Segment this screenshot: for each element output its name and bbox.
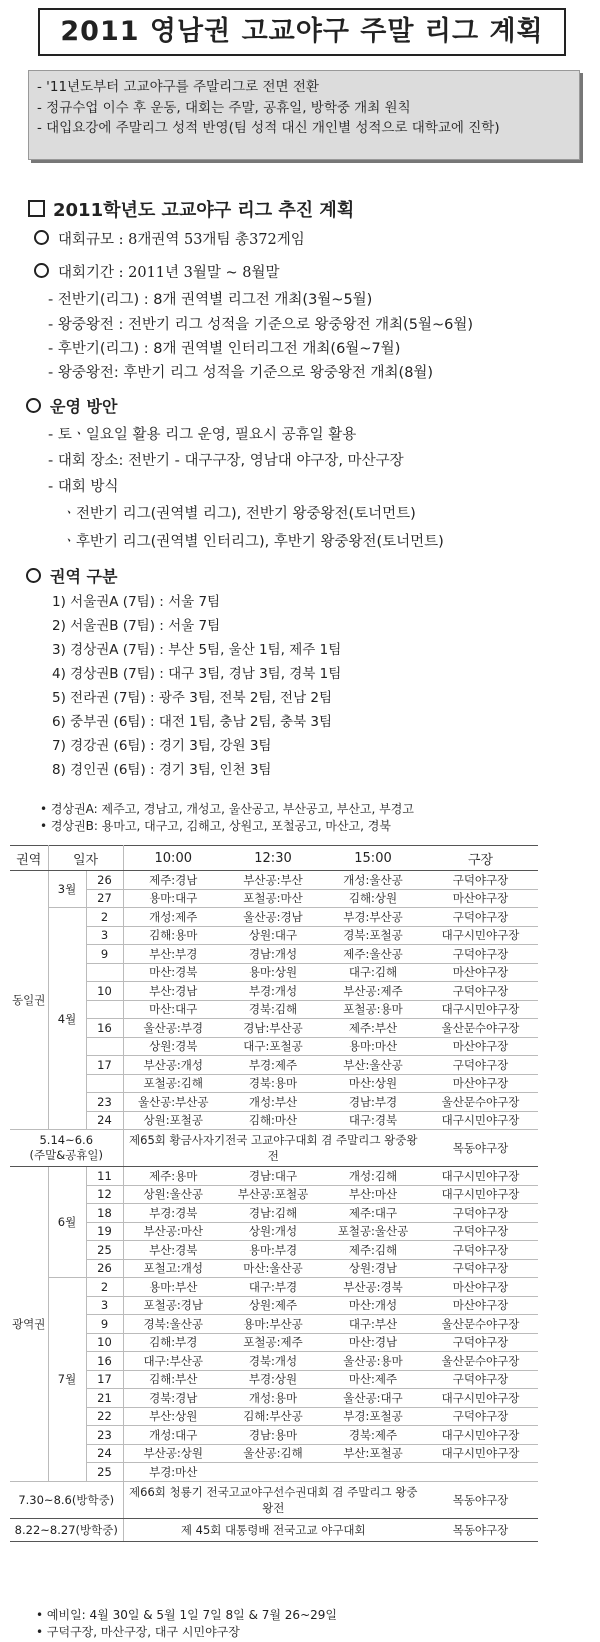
game-cell: 대구:김해 xyxy=(323,963,423,982)
event-venue: 목동야구장 xyxy=(423,1518,538,1541)
game-cell: 포철공:울산공 xyxy=(323,1222,423,1241)
event-date xyxy=(10,1130,123,1167)
table-row xyxy=(10,1296,538,1315)
table-header xyxy=(10,846,538,871)
header-cell: 일자 xyxy=(48,846,123,871)
game-cell: 포철공:용마 xyxy=(323,1000,423,1019)
game-cell: 제주:용마 xyxy=(123,1167,223,1186)
game-cell: 경북:개성 xyxy=(223,1352,323,1371)
game-cell: 김해:용마 xyxy=(123,926,223,945)
game-cell: 용마:마산 xyxy=(323,1037,423,1056)
table-row xyxy=(10,1074,538,1093)
game-cell: 마산:개성 xyxy=(323,1296,423,1315)
game-cell: 포철공:마산 xyxy=(223,889,323,908)
venue-cell: 울산문수야구장 xyxy=(423,1019,538,1038)
event-name: 제 45회 대통령배 전국고교 야구대회 xyxy=(123,1518,423,1541)
venue-cell: 구덕야구장 xyxy=(423,1407,538,1426)
region-item: 4) 경상권B (7팀) : 대구 3팀, 경남 3팀, 경북 1팀 xyxy=(52,666,342,682)
day-cell: 16 xyxy=(86,1019,123,1038)
game-cell: 부경:제주 xyxy=(223,1056,323,1075)
game-cell: 김해:부산 xyxy=(123,1370,223,1389)
game-cell: 대구:부경 xyxy=(223,1278,323,1297)
table-row xyxy=(10,871,538,890)
game-cell: 경남:대구 xyxy=(223,1167,323,1186)
game-cell: 울산공:부산공 xyxy=(123,1093,223,1112)
day-cell: 16 xyxy=(86,1352,123,1371)
venue-cell xyxy=(423,1463,538,1482)
section-title xyxy=(28,196,354,222)
venue-cell: 구덕야구장 xyxy=(423,1241,538,1260)
table-row xyxy=(10,908,538,927)
footnote: • 예비일: 4월 30일 & 5월 1일 7일 8일 & 7월 26~29일 xyxy=(36,1608,337,1622)
venue-cell: 마산야구장 xyxy=(423,889,538,908)
ops-heading xyxy=(26,394,117,417)
venue-cell: 구덕야구장 xyxy=(423,1333,538,1352)
game-cell: 용마:대구 xyxy=(123,889,223,908)
venue-cell: 울산문수야구장 xyxy=(423,1352,538,1371)
venue-cell: 대구시민야구장 xyxy=(423,1426,538,1445)
game-cell: 부산공:경북 xyxy=(323,1278,423,1297)
game-cell: 용마:상원 xyxy=(223,963,323,982)
table-row xyxy=(10,1444,538,1463)
venue-cell: 구덕야구장 xyxy=(423,945,538,964)
game-cell: 포철고:개성 xyxy=(123,1259,223,1278)
game-cell: 경북:울산공 xyxy=(123,1315,223,1334)
game-cell: 제주:부산 xyxy=(323,1019,423,1038)
game-cell: 경북:제주 xyxy=(323,1426,423,1445)
game-cell: 용마:부산공 xyxy=(223,1315,323,1334)
game-cell: 부경:마산 xyxy=(123,1463,223,1482)
header-cell: 12:30 xyxy=(223,846,323,871)
region-item: 3) 경상권A (7팀) : 부산 5팀, 울산 1팀, 제주 1팀 xyxy=(52,642,342,658)
game-cell: 부산공:제주 xyxy=(323,982,423,1001)
period-item: - 전반기(리그) : 8개 권역별 리그전 개최(3월~5월) xyxy=(48,292,373,308)
period-item: - 왕중왕전: 후반기 리그 성적을 기준으로 왕중왕전 개최(8월) xyxy=(48,365,434,381)
game-cell: 개성:김해 xyxy=(323,1167,423,1186)
venue-cell: 마산야구장 xyxy=(423,1296,538,1315)
team-note: • 경상권A: 제주고, 경남고, 개성고, 울산공고, 부산공고, 부산고, 부경고 xyxy=(40,802,414,816)
game-cell: 부산:마산 xyxy=(323,1185,423,1204)
event-row xyxy=(10,1481,538,1518)
game-cell: 제주:경남 xyxy=(123,871,223,890)
ops-item: - 토ㆍ일요일 활용 리그 운영, 필요시 공휴일 활용 xyxy=(48,427,357,443)
game-cell: 제주:김해 xyxy=(323,1241,423,1260)
day-cell: 19 xyxy=(86,1222,123,1241)
team-note: • 경상권B: 용마고, 대구고, 김해고, 상원고, 포철공고, 마산고, 경북 xyxy=(40,819,391,833)
table-row xyxy=(10,926,538,945)
circle-bullet-icon xyxy=(34,230,49,245)
day-cell: 25 xyxy=(86,1241,123,1260)
venue-cell: 울산문수야구장 xyxy=(423,1315,538,1334)
summary-line: - 대입요강에 주말리그 성적 반영(팀 성적 대신 개인별 성적으로 대학교에 진학) xyxy=(37,120,500,136)
day-cell xyxy=(86,1074,123,1093)
table-row xyxy=(10,1111,538,1130)
venue-cell: 구덕야구장 xyxy=(423,1370,538,1389)
game-cell: 부산공:부산 xyxy=(223,871,323,890)
day-cell: 10 xyxy=(86,1333,123,1352)
game-cell: 경북:경남 xyxy=(123,1389,223,1408)
game-cell: 김해:상원 xyxy=(323,889,423,908)
footnote: • 구덕구장, 마산구장, 대구 시민야구장 xyxy=(36,1625,240,1639)
game-cell: 경남:용마 xyxy=(223,1426,323,1445)
game-cell: 경남:김해 xyxy=(223,1204,323,1223)
game-cell: 상원:울산공 xyxy=(123,1185,223,1204)
day-cell: 25 xyxy=(86,1463,123,1482)
day-cell: 18 xyxy=(86,1204,123,1223)
game-cell: 상원:대구 xyxy=(223,926,323,945)
game-cell: 마산:제주 xyxy=(323,1370,423,1389)
game-cell: 마산:상원 xyxy=(323,1074,423,1093)
venue-cell: 대구시민야구장 xyxy=(423,1000,538,1019)
game-cell: 마산:울산공 xyxy=(223,1259,323,1278)
game-cell: 울산공:부경 xyxy=(123,1019,223,1038)
game-cell: 울산공:경남 xyxy=(223,908,323,927)
event-name: 제65회 황금사자기전국 고교야구대회 겸 주말리그 왕중왕전 xyxy=(123,1130,423,1167)
game-cell: 경북:용마 xyxy=(223,1074,323,1093)
game-cell: 부경:상원 xyxy=(223,1370,323,1389)
table-row xyxy=(10,1333,538,1352)
game-cell: 제주:대구 xyxy=(323,1204,423,1223)
region-cell: 동일권 xyxy=(10,871,48,1130)
game-cell: 상원:제주 xyxy=(223,1296,323,1315)
month-cell: 6월 xyxy=(48,1167,86,1278)
table-row xyxy=(10,1056,538,1075)
table-row xyxy=(10,1259,538,1278)
venue-cell: 구덕야구장 xyxy=(423,1056,538,1075)
schedule-table xyxy=(10,845,538,1542)
venue-cell: 구덕야구장 xyxy=(423,871,538,890)
venue-cell: 마산야구장 xyxy=(423,1074,538,1093)
ops-item: ㆍ후반기 리그(권역별 인터리그), 후반기 왕중왕전(토너먼트) xyxy=(62,534,444,550)
circle-bullet-icon xyxy=(34,263,49,278)
event-row xyxy=(10,1518,538,1541)
event-venue: 목동야구장 xyxy=(423,1130,538,1167)
event-date xyxy=(10,1518,123,1541)
month-cell: 7월 xyxy=(48,1278,86,1482)
game-cell: 개성:제주 xyxy=(123,908,223,927)
day-cell: 26 xyxy=(86,871,123,890)
event-venue: 목동야구장 xyxy=(423,1481,538,1518)
game-cell: 김해:마산 xyxy=(223,1111,323,1130)
region-item: 7) 경강권 (6팀) : 경기 3팀, 강원 3팀 xyxy=(52,738,272,754)
table-row xyxy=(10,1167,538,1186)
region-cell: 광역권 xyxy=(10,1167,48,1482)
game-cell: 부경:포철공 xyxy=(323,1407,423,1426)
game-cell: 김해:부경 xyxy=(123,1333,223,1352)
table-row xyxy=(10,889,538,908)
game-cell: 마산:경북 xyxy=(123,963,223,982)
venue-cell: 대구시민야구장 xyxy=(423,1111,538,1130)
game-cell xyxy=(223,1463,323,1482)
game-cell: 부산:경남 xyxy=(123,982,223,1001)
game-cell: 마산:대구 xyxy=(123,1000,223,1019)
period-text: 대회기간 : 2011년 3월말 ~ 8월말 xyxy=(58,265,280,281)
period-item: - 왕중왕전 : 전반기 리그 성적을 기준으로 왕중왕전 개최(5월~6월) xyxy=(48,317,474,333)
game-cell: 포철공:제주 xyxy=(223,1333,323,1352)
game-cell: 개성:용마 xyxy=(223,1389,323,1408)
game-cell: 상원:개성 xyxy=(223,1222,323,1241)
game-cell: 마산:경남 xyxy=(323,1333,423,1352)
game-cell: 부산:경북 xyxy=(123,1241,223,1260)
day-cell: 17 xyxy=(86,1056,123,1075)
day-cell: 26 xyxy=(86,1259,123,1278)
venue-cell: 대구시민야구장 xyxy=(423,1167,538,1186)
table-row xyxy=(10,1278,538,1297)
month-cell: 4월 xyxy=(48,908,86,1130)
scale-text: 대회규모 : 8개권역 53개팀 총372게임 xyxy=(58,232,305,248)
game-cell: 부산:부경 xyxy=(123,945,223,964)
day-cell: 17 xyxy=(86,1370,123,1389)
day-cell: 2 xyxy=(86,1278,123,1297)
table-row xyxy=(10,1222,538,1241)
event-row xyxy=(10,1130,538,1167)
region-title-text: 권역 구분 xyxy=(50,567,118,586)
ops-title-text: 운영 방안 xyxy=(50,397,118,416)
region-item: 2) 서울권B (7팀) : 서울 7팀 xyxy=(52,618,221,634)
game-cell: 부산:울산공 xyxy=(323,1056,423,1075)
venue-cell: 대구시민야구장 xyxy=(423,1444,538,1463)
event-date-text: 8.22~8.27(방학중) xyxy=(14,1522,118,1537)
game-cell: 상원:포철공 xyxy=(123,1111,223,1130)
circle-bullet-icon xyxy=(26,398,41,413)
table-row xyxy=(10,1037,538,1056)
venue-cell: 마산야구장 xyxy=(423,1278,538,1297)
region-heading xyxy=(26,564,117,587)
table-row xyxy=(10,1019,538,1038)
table-row xyxy=(10,1463,538,1482)
game-cell: 부산공:포철공 xyxy=(223,1185,323,1204)
day-cell: 27 xyxy=(86,889,123,908)
header-cell: 15:00 xyxy=(323,846,423,871)
game-cell: 개성:대구 xyxy=(123,1426,223,1445)
game-cell: 경북:김해 xyxy=(223,1000,323,1019)
game-cell: 상원:경북 xyxy=(123,1037,223,1056)
table-row xyxy=(10,1370,538,1389)
game-cell: 상원:경남 xyxy=(323,1259,423,1278)
venue-cell: 구덕야구장 xyxy=(423,1259,538,1278)
venue-cell: 울산문수야구장 xyxy=(423,1093,538,1112)
region-item: 6) 중부권 (6팀) : 대전 1팀, 충남 2팀, 충북 3팀 xyxy=(52,714,333,730)
game-cell: 울산공:김해 xyxy=(223,1444,323,1463)
game-cell: 경남:개성 xyxy=(223,945,323,964)
venue-cell: 마산야구장 xyxy=(423,963,538,982)
day-cell: 10 xyxy=(86,982,123,1001)
game-cell: 개성:부산 xyxy=(223,1093,323,1112)
day-cell: 23 xyxy=(86,1093,123,1112)
table-row xyxy=(10,982,538,1001)
table-row xyxy=(10,963,538,982)
table-row xyxy=(10,1352,538,1371)
venue-cell: 마산야구장 xyxy=(423,1037,538,1056)
header-cell: 10:00 xyxy=(123,846,223,871)
game-cell: 제주:울산공 xyxy=(323,945,423,964)
venue-cell: 대구시민야구장 xyxy=(423,1389,538,1408)
table-row xyxy=(10,1185,538,1204)
summary-line: - '11년도부터 고교야구를 주말리그로 전면 전환 xyxy=(37,79,319,95)
event-date xyxy=(10,1481,123,1518)
game-cell: 대구:경북 xyxy=(323,1111,423,1130)
period-item: - 후반기(리그) : 8개 권역별 인터리그전 개최(6월~7월) xyxy=(48,341,401,357)
table-row xyxy=(10,945,538,964)
venue-cell: 구덕야구장 xyxy=(423,908,538,927)
region-item: 8) 경인권 (6팀) : 경기 3팀, 인천 3팀 xyxy=(52,762,272,778)
day-cell: 11 xyxy=(86,1167,123,1186)
venue-cell: 대구시민야구장 xyxy=(423,1185,538,1204)
day-cell xyxy=(86,1000,123,1019)
venue-cell: 대구시민야구장 xyxy=(423,926,538,945)
game-cell: 부산공:마산 xyxy=(123,1222,223,1241)
day-cell: 21 xyxy=(86,1389,123,1408)
day-cell: 9 xyxy=(86,945,123,964)
game-cell: 부경:부산공 xyxy=(323,908,423,927)
game-cell: 부산:포철공 xyxy=(323,1444,423,1463)
event-date-text: 7.30~8.6(방학중) xyxy=(18,1492,115,1507)
day-cell: 22 xyxy=(86,1407,123,1426)
table-row xyxy=(10,1241,538,1260)
scale-line xyxy=(34,228,305,249)
game-cell: 김해:부산공 xyxy=(223,1407,323,1426)
ops-item: - 대회 방식 xyxy=(48,479,119,495)
game-cell: 개성:울산공 xyxy=(323,871,423,890)
venue-cell: 구덕야구장 xyxy=(423,1222,538,1241)
game-cell: 부경:경북 xyxy=(123,1204,223,1223)
day-cell: 9 xyxy=(86,1315,123,1334)
venue-cell: 구덕야구장 xyxy=(423,1204,538,1223)
event-date-sub: (주말&공휴일) xyxy=(29,1148,103,1162)
game-cell: 대구:부산공 xyxy=(123,1352,223,1371)
table-row xyxy=(10,1426,538,1445)
game-cell: 용마:부경 xyxy=(223,1241,323,1260)
day-cell: 23 xyxy=(86,1426,123,1445)
game-cell: 대구:부산 xyxy=(323,1315,423,1334)
table-row xyxy=(10,1315,538,1334)
day-cell xyxy=(86,1037,123,1056)
section-title-text: 2011학년도 고교야구 리그 추진 계획 xyxy=(53,200,355,221)
event-date-text: 5.14~6.6 xyxy=(39,1133,94,1147)
period-line xyxy=(34,261,280,282)
summary-line: - 정규수업 이수 후 운동, 대회는 주말, 공휴일, 방학중 개최 원칙 xyxy=(37,99,411,116)
ops-item: ㆍ전반기 리그(권역별 리그), 전반기 왕중왕전(토너먼트) xyxy=(62,506,416,522)
game-cell: 경남:부산공 xyxy=(223,1019,323,1038)
game-cell: 포철공:김해 xyxy=(123,1074,223,1093)
game-cell: 울산공:대구 xyxy=(323,1389,423,1408)
square-bullet-icon xyxy=(28,200,45,217)
event-name: 제66회 청룡기 전국고교야구선수권대회 겸 주말리그 왕중왕전 xyxy=(123,1481,423,1518)
game-cell: 대구:포철공 xyxy=(223,1037,323,1056)
game-cell xyxy=(323,1463,423,1482)
page-title: 2011 영남권 고교야구 주말 리그 계획 xyxy=(38,8,566,56)
day-cell: 24 xyxy=(86,1444,123,1463)
header-cell: 권역 xyxy=(10,846,48,871)
game-cell: 부산공:상원 xyxy=(123,1444,223,1463)
day-cell: 12 xyxy=(86,1185,123,1204)
game-cell: 부경:개성 xyxy=(223,982,323,1001)
day-cell: 3 xyxy=(86,926,123,945)
month-cell: 3월 xyxy=(48,871,86,908)
table-row xyxy=(10,1407,538,1426)
day-cell: 3 xyxy=(86,1296,123,1315)
day-cell: 2 xyxy=(86,908,123,927)
game-cell: 부산공:개성 xyxy=(123,1056,223,1075)
game-cell: 경남:부경 xyxy=(323,1093,423,1112)
region-item: 5) 전라권 (7팀) : 광주 3팀, 전북 2팀, 전남 2팀 xyxy=(52,690,333,706)
region-item: 1) 서울권A (7팀) : 서울 7팀 xyxy=(52,594,221,610)
game-cell: 용마:부산 xyxy=(123,1278,223,1297)
header-cell: 구장 xyxy=(423,846,538,871)
table-row xyxy=(10,1389,538,1408)
game-cell: 포철공:경남 xyxy=(123,1296,223,1315)
venue-cell: 구덕야구장 xyxy=(423,982,538,1001)
circle-bullet-icon xyxy=(26,568,41,583)
game-cell: 경북:포철공 xyxy=(323,926,423,945)
summary-box xyxy=(28,70,580,160)
day-cell xyxy=(86,963,123,982)
table-row xyxy=(10,1093,538,1112)
table-row xyxy=(10,1000,538,1019)
ops-item: - 대회 장소: 전반기 - 대구구장, 영남대 야구장, 마산구장 xyxy=(48,453,404,469)
table-row xyxy=(10,1204,538,1223)
game-cell: 부산:상원 xyxy=(123,1407,223,1426)
game-cell: 울산공:용마 xyxy=(323,1352,423,1371)
day-cell: 24 xyxy=(86,1111,123,1130)
